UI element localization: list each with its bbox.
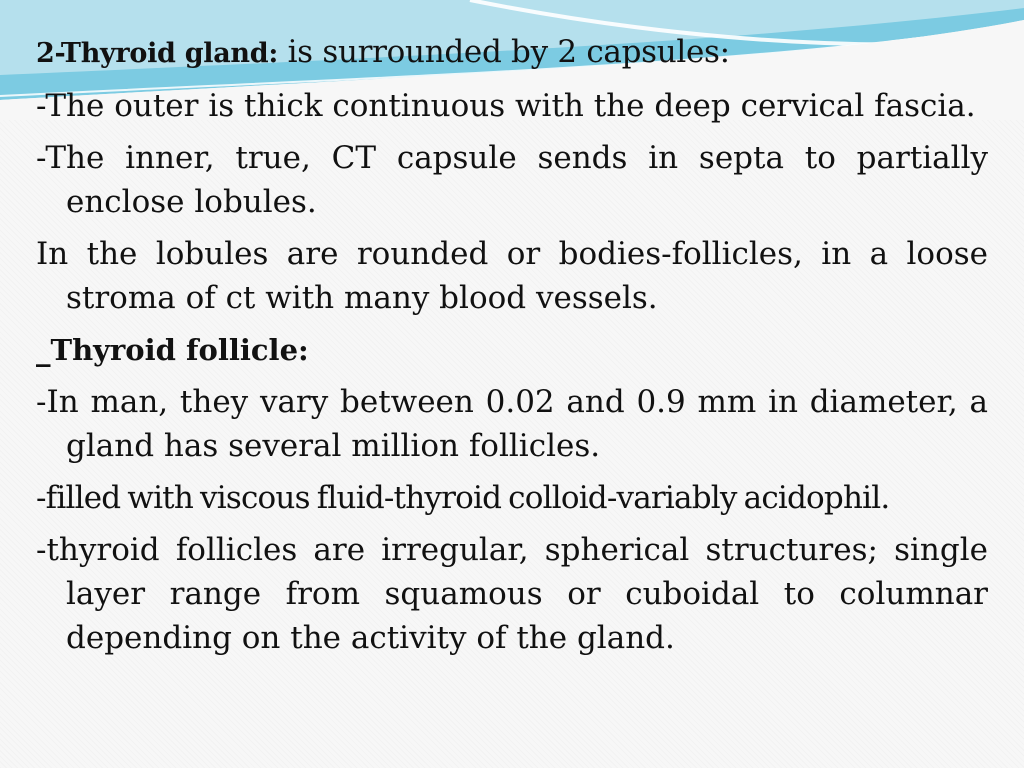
heading-text: is surrounded by 2 capsules:: [278, 34, 730, 70]
heading-line: [36, 30, 988, 76]
follicle-point-structure: -thyroid follicles are irregular, spherical structures; single layer range from squamous or cuboidal to columnar depending on the activity of the gland.: [36, 532, 988, 656]
slide-body: [36, 30, 988, 660]
follicle-point-size: -In man, they vary between 0.02 and 0.9 mm in diameter, a gland has several million follicles.: [36, 384, 988, 464]
paragraph-lobules: In the lobules are rounded or bodies-follicles, in a loose stroma of ct with many blood vessels.: [36, 236, 988, 316]
paragraph-inner-capsule: -The inner, true, CT capsule sends in septa to partially enclose lobules.: [36, 140, 988, 220]
subheading-thyroid-follicle: _Thyroid follicle:: [36, 333, 309, 367]
paragraph-outer-capsule: -The outer is thick continuous with the deep cervical fascia.: [36, 88, 976, 124]
follicle-point-colloid: -filled with viscous fluid-thyroid colloid-variably acidophil.: [36, 480, 890, 516]
heading-title: 2-Thyroid gland:: [36, 38, 279, 69]
